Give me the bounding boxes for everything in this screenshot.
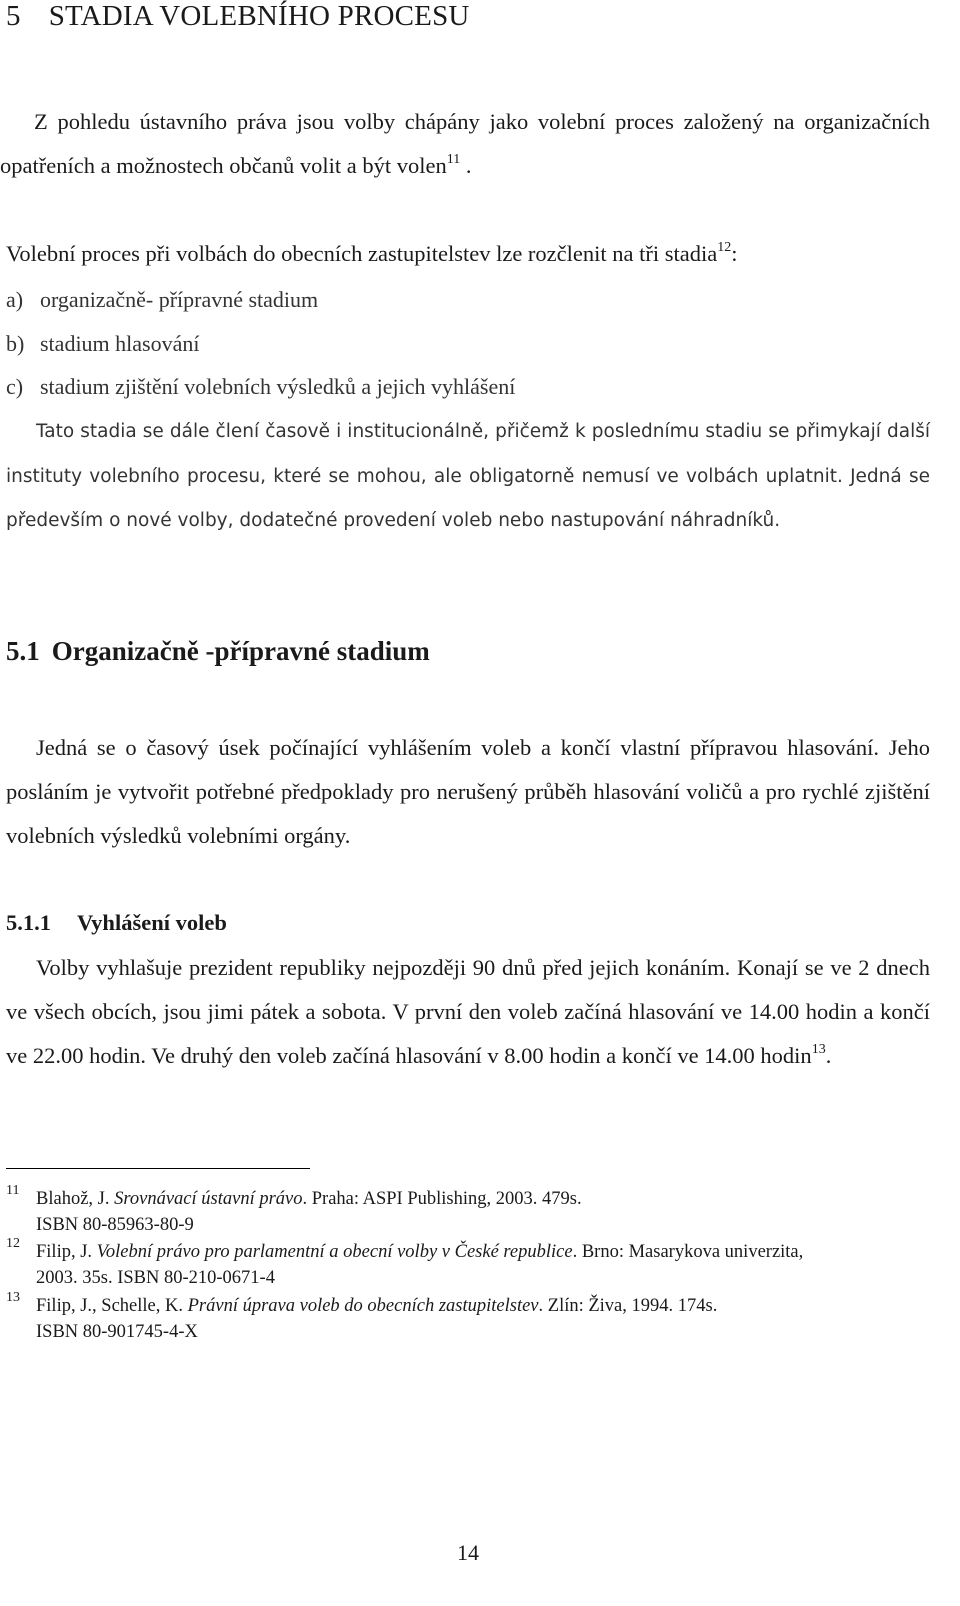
list-item-text: organizačně- přípravné stadium [40, 287, 319, 312]
footnote-title: Volební právo pro parlamentní a obecní volby v České republice [96, 1242, 573, 1262]
stages-intro: Volební proces při volbách do obecních zastupitelstev lze rozčlenit na tři stadia$^{12}$: [6, 240, 738, 266]
list-marker: b) [6, 331, 25, 356]
list-item-text: stadium zjištění volebních výsledků a jejich vyhlášení [40, 374, 516, 399]
footnote-divider [6, 1168, 310, 1169]
footnote-ref-11[interactable]: 11 [446, 152, 461, 167]
footnote-title: Srovnávací ústavní právo [114, 1189, 303, 1209]
intro-paragraph: Z pohledu ústavního práva jsou volby chápány jako volební proces založený na organizačních opatřeních a možnostech občanů volit a být volen$^{11}$ . [0, 109, 930, 178]
footnote-isbn: ISBN 80-85963-80-9 [36, 1215, 194, 1235]
subsection-text: Volby vyhlašuje prezident republiky nejpozději 90 dnů před jejich konáním. Konají se ve 2 dnech ve všech obcích, jsou jimi pátek a sobota. V první den voleb začíná hlasování ve 14.00 hodin a končí ve 22.00 hodin. Ve druhý den voleb začíná hlasování v 8.00 hodin a končí ve 14.00 hodin [6, 955, 930, 1068]
list-marker: c) [6, 374, 24, 399]
subsection-heading [6, 910, 227, 936]
stages-paragraph: Tato stadia se dále člení časově i institucionálně, přičemž k poslednímu stadiu se přimykají další instituty volebního procesu, které se mohou, ale obligatorně nemusí ve volbách uplatnit. Jedná se především o nové volby, dodatečné provedení voleb nebo nastupování náhradníků. [6, 421, 930, 531]
footnote-item: 13 Filip, J., Schelle, K. Právní úprava voleb do obecních zastupitelstev. Zlín: Živa, 1994. 174s. ISBN 80-901745-4-X [6, 1293, 926, 1345]
section-title: Organizačně -přípravné stadium [51, 636, 430, 666]
footnote-number: 13 [6, 1290, 20, 1305]
chapter-number: 5 [6, 0, 21, 32]
footnote-isbn: 2003. 35s. ISBN 80-210-0671-4 [36, 1268, 275, 1288]
page-number: 14 [457, 1540, 479, 1565]
list-item [6, 331, 199, 357]
chapter-title: STADIA VOLEBNÍHO PROCESU [48, 0, 470, 32]
list-item [6, 287, 318, 313]
subsection-paragraph: Volby vyhlašuje prezident republiky nejpozději 90 dnů před jejich konáním. Konají se ve 2 dnech ve všech obcích, jsou jimi pátek a sobota. V první den voleb začíná hlasování ve 14.00 hodin a končí ve 22.00 hodin. Ve druhý den voleb začíná hlasování v 8.00 hodin a končí ve 14.00 hodin$^{13}$. [6, 955, 930, 1068]
intro-text: Z pohledu ústavního práva jsou volby chápány jako volební proces založený na organizačních opatřeních a možnostech občanů volit a být volen [0, 109, 930, 178]
footnote-number: 11 [6, 1183, 20, 1198]
list-marker: a) [6, 287, 24, 312]
footnote-title: Právní úprava voleb do obecních zastupitelstev [187, 1296, 539, 1316]
section-number: 5.1 [6, 636, 40, 666]
footnote-ref-12[interactable]: 12 [717, 240, 732, 255]
subsection-title: Vyhlášení voleb [77, 910, 227, 935]
footnote-ref-13[interactable]: 13 [811, 1042, 826, 1057]
footnote-number: 12 [6, 1236, 20, 1251]
list-item-text: stadium hlasování [40, 331, 200, 356]
footnote-item: 12 Filip, J. Volební právo pro parlamentní a obecní volby v České republice. Brno: Masarykova univerzita, 2003. 35s. ISBN 80-210-0671-4 [6, 1239, 926, 1291]
footnote-item: 11 Blahož, J. Srovnávací ústavní právo. Praha: ASPI Publishing, 2003. 479s. ISBN 80-85963-80-9 [6, 1186, 926, 1238]
chapter-heading [6, 0, 470, 33]
list-item [6, 374, 515, 400]
subsection-number: 5.1.1 [6, 910, 51, 935]
footnote-isbn: ISBN 80-901745-4-X [36, 1322, 198, 1342]
section-paragraph: Jedná se o časový úsek počínající vyhlášením voleb a končí vlastní přípravou hlasování. Jeho posláním je vytvořit potřebné předpoklady pro nerušený průběh hlasování voličů a pro rychlé zjištění volebních výsledků volebními orgány. [6, 735, 930, 848]
section-heading [6, 636, 430, 667]
stages-intro-text: Volební proces při volbách do obecních zastupitelstev lze rozčlenit na tři stadia [6, 241, 718, 266]
